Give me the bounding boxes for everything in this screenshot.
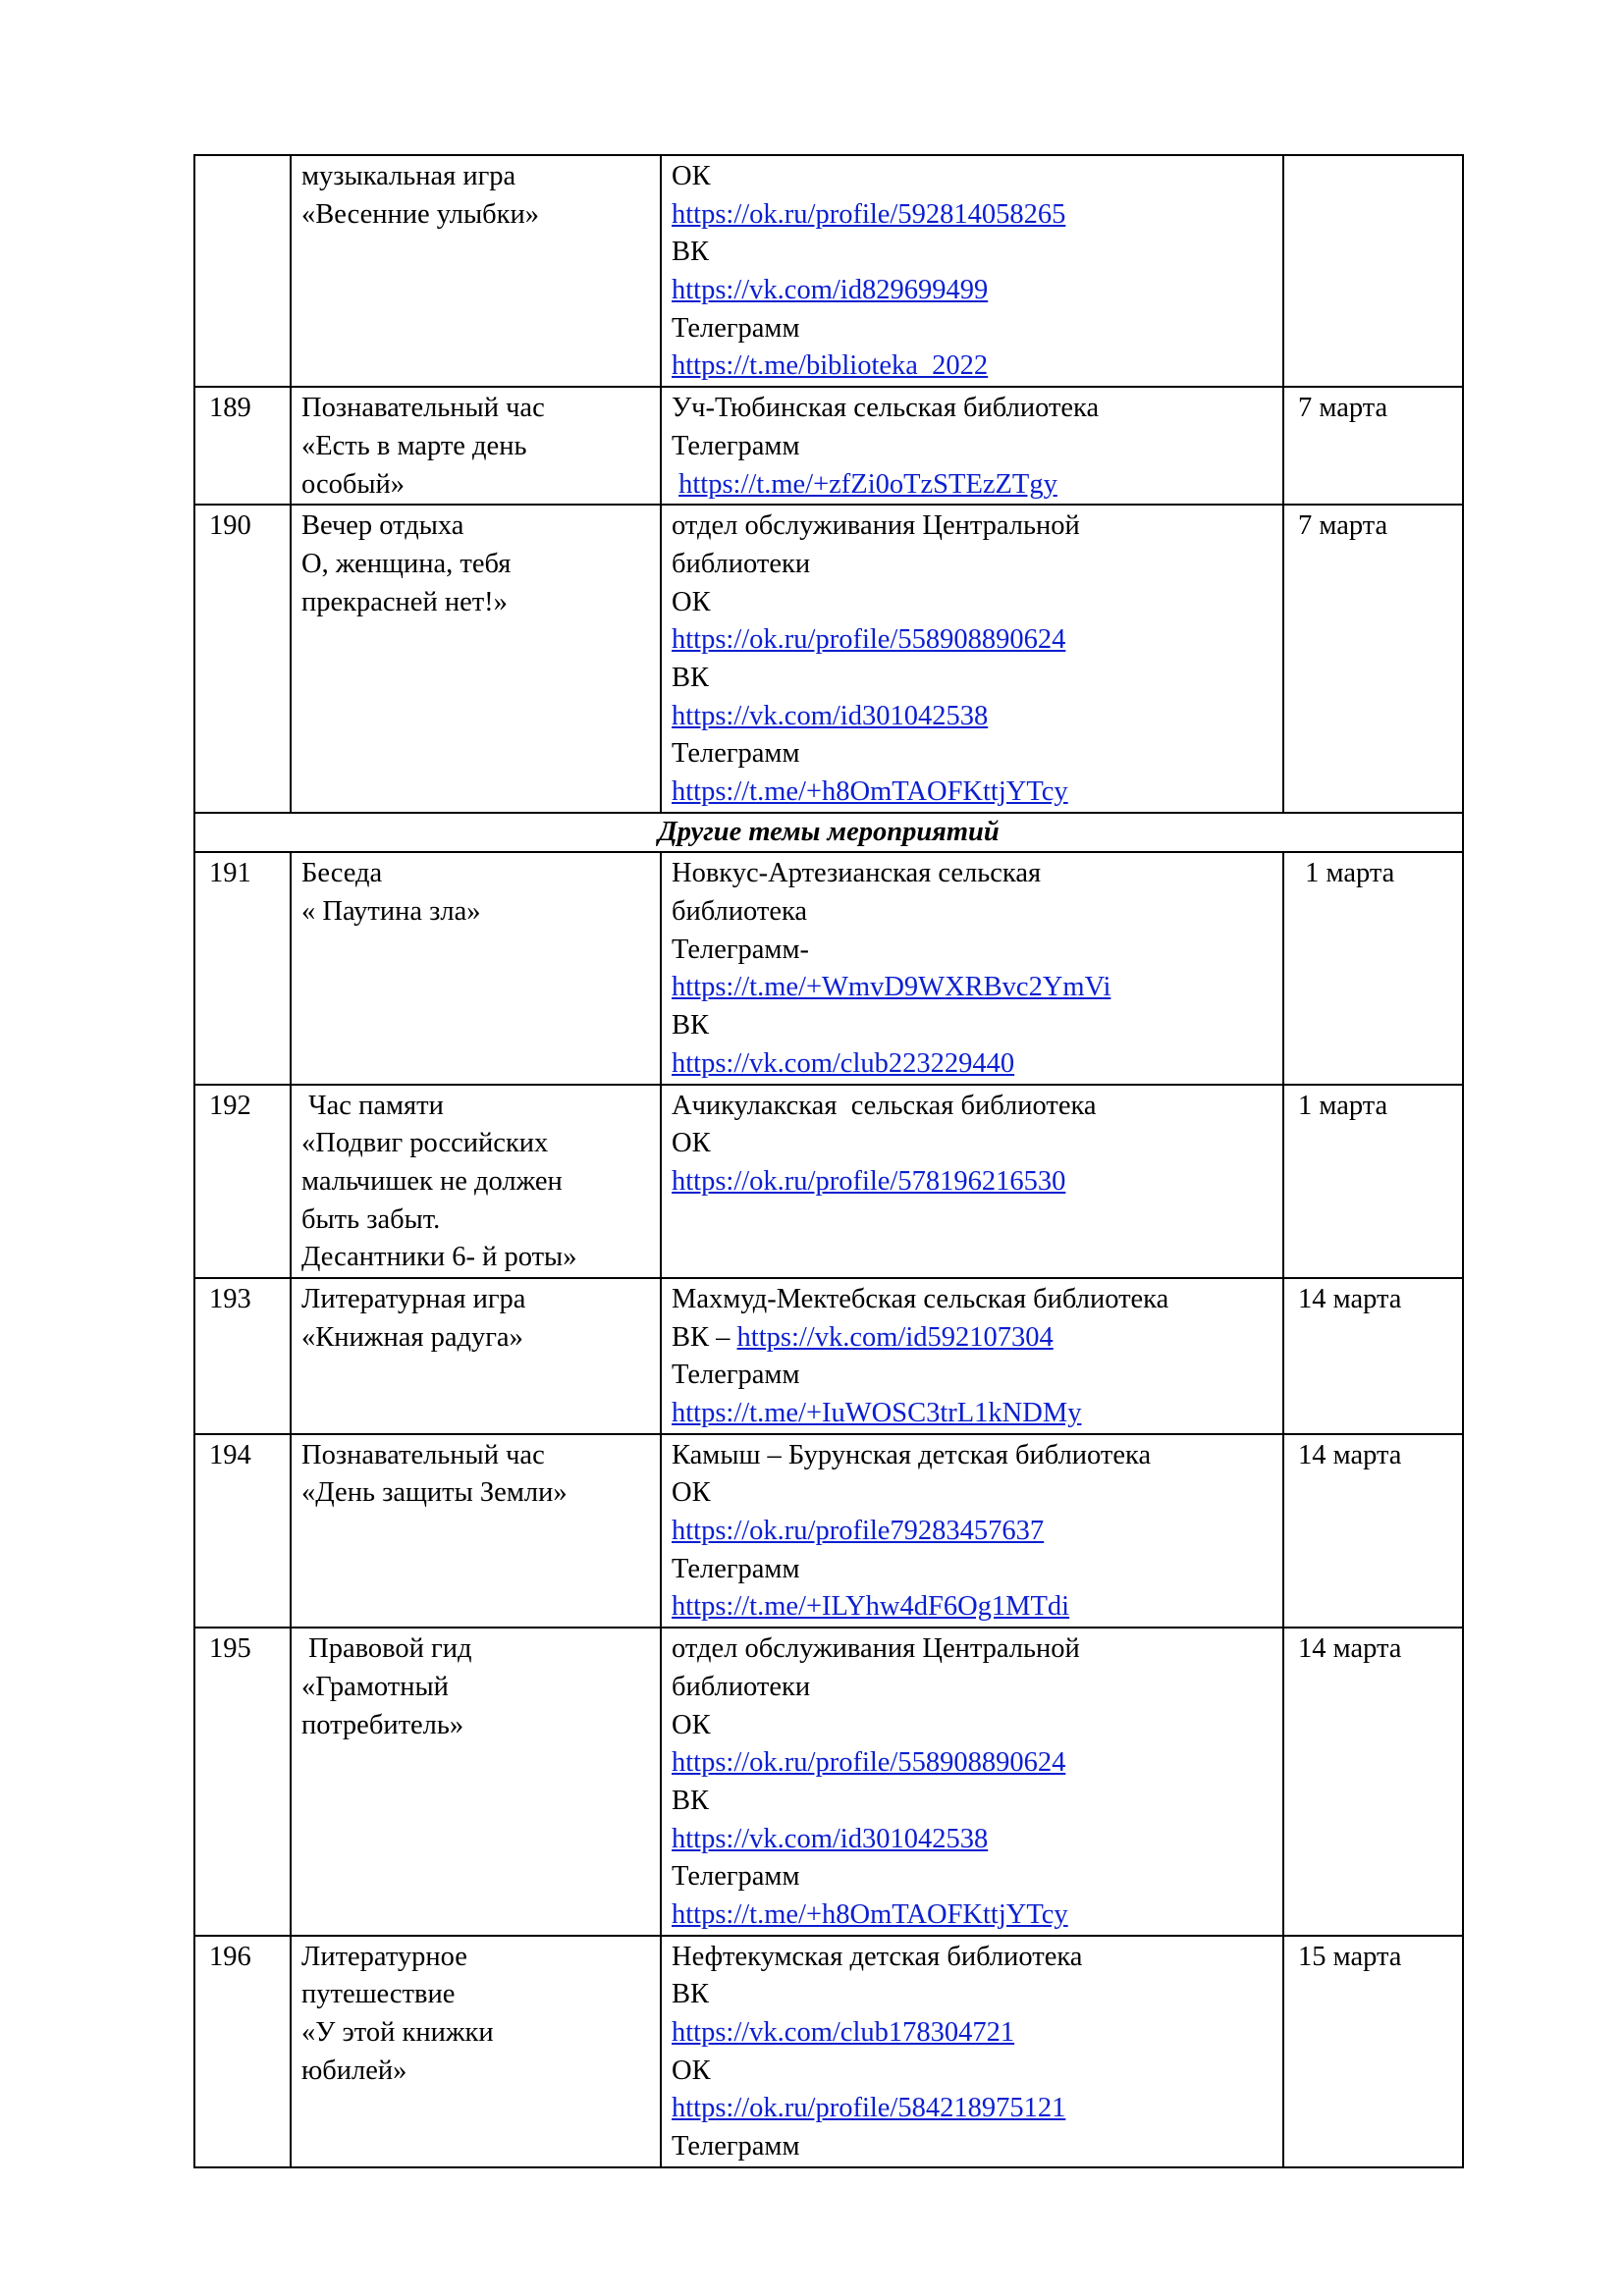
place-text: Ачикулакская сельская библиотека bbox=[672, 1090, 1097, 1121]
event-title-line: Литературная игра bbox=[301, 1283, 526, 1314]
social-link[interactable]: https://vk.com/club178304721 bbox=[672, 2017, 1015, 2049]
event-title-line: Десантники 6- й роты» bbox=[301, 1242, 577, 1273]
event-title-line: юбилей» bbox=[301, 2055, 407, 2086]
event-place-cell bbox=[661, 1278, 1283, 1434]
place-line bbox=[672, 1395, 1272, 1433]
table-row bbox=[194, 505, 1463, 813]
place-line bbox=[672, 196, 1272, 235]
event-title-line: «Весенние улыбки» bbox=[301, 198, 540, 230]
place-text: Камыш – Бурунская детская библиотека bbox=[672, 1439, 1152, 1470]
event-title-cell bbox=[291, 505, 661, 813]
social-link[interactable]: https://vk.com/id592107304 bbox=[736, 1321, 1054, 1353]
row-number: 191 bbox=[194, 852, 291, 1084]
place-line bbox=[672, 466, 1272, 505]
place-line bbox=[672, 1858, 1272, 1896]
place-line bbox=[672, 158, 1272, 196]
event-title-line: Беседа bbox=[301, 858, 383, 889]
place-line bbox=[672, 2053, 1272, 2091]
event-title-line: музыкальная игра bbox=[301, 161, 516, 191]
event-place-cell bbox=[661, 1434, 1283, 1628]
event-place-cell bbox=[661, 1628, 1283, 1936]
place-line bbox=[672, 428, 1272, 466]
social-link[interactable]: https://ok.ru/profile/578196216530 bbox=[672, 1165, 1066, 1197]
event-title-line: «Книжная радуга» bbox=[301, 1321, 523, 1353]
place-line bbox=[672, 310, 1272, 348]
place-line bbox=[672, 2090, 1272, 2128]
event-title-line: «Есть в марте день bbox=[301, 430, 527, 461]
social-link[interactable]: https://ok.ru/profile/592814058265 bbox=[672, 198, 1066, 230]
event-title-line: особый» bbox=[301, 468, 406, 500]
place-line bbox=[672, 1939, 1272, 1977]
row-number bbox=[194, 155, 291, 387]
event-title-cell bbox=[291, 387, 661, 505]
row-number: 194 bbox=[194, 1434, 291, 1628]
table-row bbox=[194, 1085, 1463, 1278]
section-row bbox=[194, 813, 1463, 853]
event-title-line: «Подвиг российских bbox=[301, 1128, 549, 1159]
place-line bbox=[672, 1669, 1272, 1707]
place-text: Телеграмм bbox=[672, 738, 800, 770]
event-title-line: О, женщина, тебя bbox=[301, 548, 512, 579]
place-line bbox=[672, 1474, 1272, 1513]
place-text: Телеграмм bbox=[672, 312, 800, 344]
event-title-line: Познавательный час bbox=[301, 393, 545, 424]
place-line bbox=[672, 2128, 1272, 2166]
place-line bbox=[672, 1821, 1272, 1859]
place-text: ВК – bbox=[672, 1321, 737, 1353]
place-text: Уч-Тюбинская сельская библиотека bbox=[672, 393, 1100, 424]
event-title-line: путешествие bbox=[301, 1979, 456, 2010]
event-date: 14 марта bbox=[1283, 1628, 1463, 1936]
event-title-line: « Паутина зла» bbox=[301, 896, 481, 928]
place-line bbox=[672, 1783, 1272, 1821]
place-line bbox=[672, 507, 1272, 546]
row-number: 190 bbox=[194, 505, 291, 813]
place-line bbox=[672, 584, 1272, 622]
place-line bbox=[672, 932, 1272, 970]
place-line bbox=[672, 735, 1272, 774]
place-line bbox=[672, 1896, 1272, 1935]
place-text: ВК bbox=[672, 1010, 710, 1041]
place-text: ВК bbox=[672, 662, 710, 693]
event-title-cell bbox=[291, 852, 661, 1084]
place-line bbox=[672, 1319, 1272, 1358]
event-place-cell bbox=[661, 505, 1283, 813]
event-date: 7 марта bbox=[1283, 387, 1463, 505]
place-line bbox=[672, 893, 1272, 932]
social-link[interactable]: https://t.me/biblioteka_2022 bbox=[672, 350, 989, 382]
place-text: Махмуд-Мектебская сельская библиотека bbox=[672, 1283, 1169, 1314]
place-line bbox=[672, 347, 1272, 386]
place-line bbox=[672, 1630, 1272, 1669]
place-text: ОК bbox=[672, 2055, 711, 2086]
event-date: 7 марта bbox=[1283, 505, 1463, 813]
place-text: Телеграмм bbox=[672, 1861, 800, 1893]
table-row bbox=[194, 387, 1463, 505]
event-title-cell bbox=[291, 1936, 661, 2167]
place-text: ОК bbox=[672, 586, 711, 617]
event-title-line: Познавательный час bbox=[301, 1439, 545, 1470]
event-date: 14 марта bbox=[1283, 1278, 1463, 1434]
place-text: Телеграмм bbox=[672, 2131, 800, 2163]
row-number: 192 bbox=[194, 1085, 291, 1278]
table-row bbox=[194, 852, 1463, 1084]
event-place-cell bbox=[661, 155, 1283, 387]
table-row bbox=[194, 1936, 1463, 2167]
event-title-line: Час памяти bbox=[301, 1090, 444, 1121]
place-line bbox=[672, 698, 1272, 736]
table-row bbox=[194, 1278, 1463, 1434]
social-link[interactable]: https://ok.ru/profile79283457637 bbox=[672, 1516, 1045, 1547]
table-row bbox=[194, 1628, 1463, 1936]
event-title-cell bbox=[291, 1085, 661, 1278]
place-line bbox=[672, 1588, 1272, 1627]
place-line bbox=[672, 1437, 1272, 1475]
social-link[interactable]: https://vk.com/club223229440 bbox=[672, 1047, 1015, 1079]
event-title-line: «У этой книжки bbox=[301, 2017, 494, 2049]
place-text: Нефтекумская детская библиотека bbox=[672, 1941, 1083, 1972]
event-title-line: Правовой гид bbox=[301, 1633, 472, 1665]
event-date bbox=[1283, 155, 1463, 387]
event-title-line: потребитель» bbox=[301, 1709, 464, 1740]
place-line bbox=[672, 1513, 1272, 1551]
place-text: ОК bbox=[672, 1128, 711, 1159]
place-line bbox=[672, 390, 1272, 428]
event-place-cell bbox=[661, 852, 1283, 1084]
place-text: Телеграмм bbox=[672, 430, 800, 461]
events-table-page bbox=[193, 154, 1462, 2168]
event-title-line: быть забыт. bbox=[301, 1203, 441, 1235]
table-row bbox=[194, 155, 1463, 387]
social-link[interactable]: https://vk.com/id301042538 bbox=[672, 1823, 989, 1854]
place-line bbox=[672, 1357, 1272, 1395]
event-date: 15 марта bbox=[1283, 1936, 1463, 2167]
social-link[interactable]: https://t.me/+h8OmTAOFKttjYTcy bbox=[672, 1898, 1068, 1930]
social-link[interactable]: https://t.me/+WmvD9WXRBvc2YmVi bbox=[672, 972, 1111, 1003]
place-line bbox=[672, 621, 1272, 660]
social-link[interactable]: https://t.me/+ILYhw4dF6Og1MTdi bbox=[672, 1591, 1070, 1623]
place-line bbox=[672, 1707, 1272, 1745]
place-text: библиотека bbox=[672, 896, 808, 928]
place-line bbox=[672, 855, 1272, 893]
place-line bbox=[672, 1281, 1272, 1319]
place-line bbox=[672, 1163, 1272, 1201]
event-title-line: «Грамотный bbox=[301, 1671, 449, 1702]
place-line bbox=[672, 2014, 1272, 2053]
event-title-line: «День защиты Земли» bbox=[301, 1477, 568, 1509]
place-line bbox=[672, 272, 1272, 310]
place-line bbox=[672, 1088, 1272, 1126]
place-text: ВК bbox=[672, 1785, 710, 1816]
place-text: ВК bbox=[672, 1979, 710, 2010]
row-number: 195 bbox=[194, 1628, 291, 1936]
place-text: Телеграмм- bbox=[672, 934, 809, 965]
row-number: 196 bbox=[194, 1936, 291, 2167]
place-text: отдел обслуживания Центральной bbox=[672, 510, 1080, 542]
event-title-cell bbox=[291, 155, 661, 387]
place-text: Телеграмм bbox=[672, 1360, 800, 1391]
event-place-cell bbox=[661, 1085, 1283, 1278]
place-text: библиотеки bbox=[672, 1671, 811, 1702]
social-link[interactable]: https://t.me/+IuWOSC3trL1kNDMy bbox=[672, 1398, 1082, 1429]
event-title-cell bbox=[291, 1278, 661, 1434]
event-title-line: Вечер отдыха bbox=[301, 510, 464, 542]
place-text: отдел обслуживания Центральной bbox=[672, 1633, 1080, 1665]
place-line bbox=[672, 1125, 1272, 1163]
place-line bbox=[672, 660, 1272, 698]
social-link[interactable]: https://vk.com/id301042538 bbox=[672, 700, 989, 731]
place-line bbox=[672, 774, 1272, 812]
place-line bbox=[672, 1045, 1272, 1084]
place-text: библиотеки bbox=[672, 548, 811, 579]
social-link[interactable]: https://t.me/+h8OmTAOFKttjYTcy bbox=[672, 776, 1068, 807]
event-place-cell bbox=[661, 1936, 1283, 2167]
event-title-cell bbox=[291, 1434, 661, 1628]
place-text: ОК bbox=[672, 161, 711, 191]
event-date: 1 марта bbox=[1283, 852, 1463, 1084]
table-row bbox=[194, 1434, 1463, 1628]
place-line bbox=[672, 969, 1272, 1007]
event-title-cell bbox=[291, 1628, 661, 1936]
row-number: 193 bbox=[194, 1278, 291, 1434]
social-link[interactable]: https://vk.com/id829699499 bbox=[672, 275, 989, 306]
place-line bbox=[672, 1551, 1272, 1589]
social-link[interactable]: https://ok.ru/profile/584218975121 bbox=[672, 2093, 1066, 2124]
events-table-body bbox=[194, 155, 1463, 2167]
social-link[interactable]: https://t.me/+zfZi0oTzSTEzZTgy bbox=[678, 468, 1057, 500]
event-title-line: мальчишек не должен bbox=[301, 1165, 563, 1197]
place-text: ОК bbox=[672, 1477, 711, 1509]
events-table bbox=[193, 154, 1464, 2168]
social-link[interactable]: https://ok.ru/profile/558908890624 bbox=[672, 1747, 1066, 1779]
place-line bbox=[672, 234, 1272, 272]
event-date: 14 марта bbox=[1283, 1434, 1463, 1628]
event-title-line: Литературное bbox=[301, 1941, 467, 1972]
section-heading: Другие темы мероприятий bbox=[194, 813, 1463, 853]
place-line bbox=[672, 1976, 1272, 2014]
event-place-cell bbox=[661, 387, 1283, 505]
place-line bbox=[672, 546, 1272, 584]
place-text: ОК bbox=[672, 1709, 711, 1740]
place-text: Телеграмм bbox=[672, 1553, 800, 1584]
event-title-line: прекрасней нет!» bbox=[301, 586, 508, 617]
place-line bbox=[672, 1744, 1272, 1783]
event-date: 1 марта bbox=[1283, 1085, 1463, 1278]
place-text: Новкус-Артезианская сельская bbox=[672, 858, 1042, 889]
place-line bbox=[672, 1007, 1272, 1045]
place-text: ВК bbox=[672, 237, 710, 268]
social-link[interactable]: https://ok.ru/profile/558908890624 bbox=[672, 624, 1066, 656]
row-number: 189 bbox=[194, 387, 291, 505]
